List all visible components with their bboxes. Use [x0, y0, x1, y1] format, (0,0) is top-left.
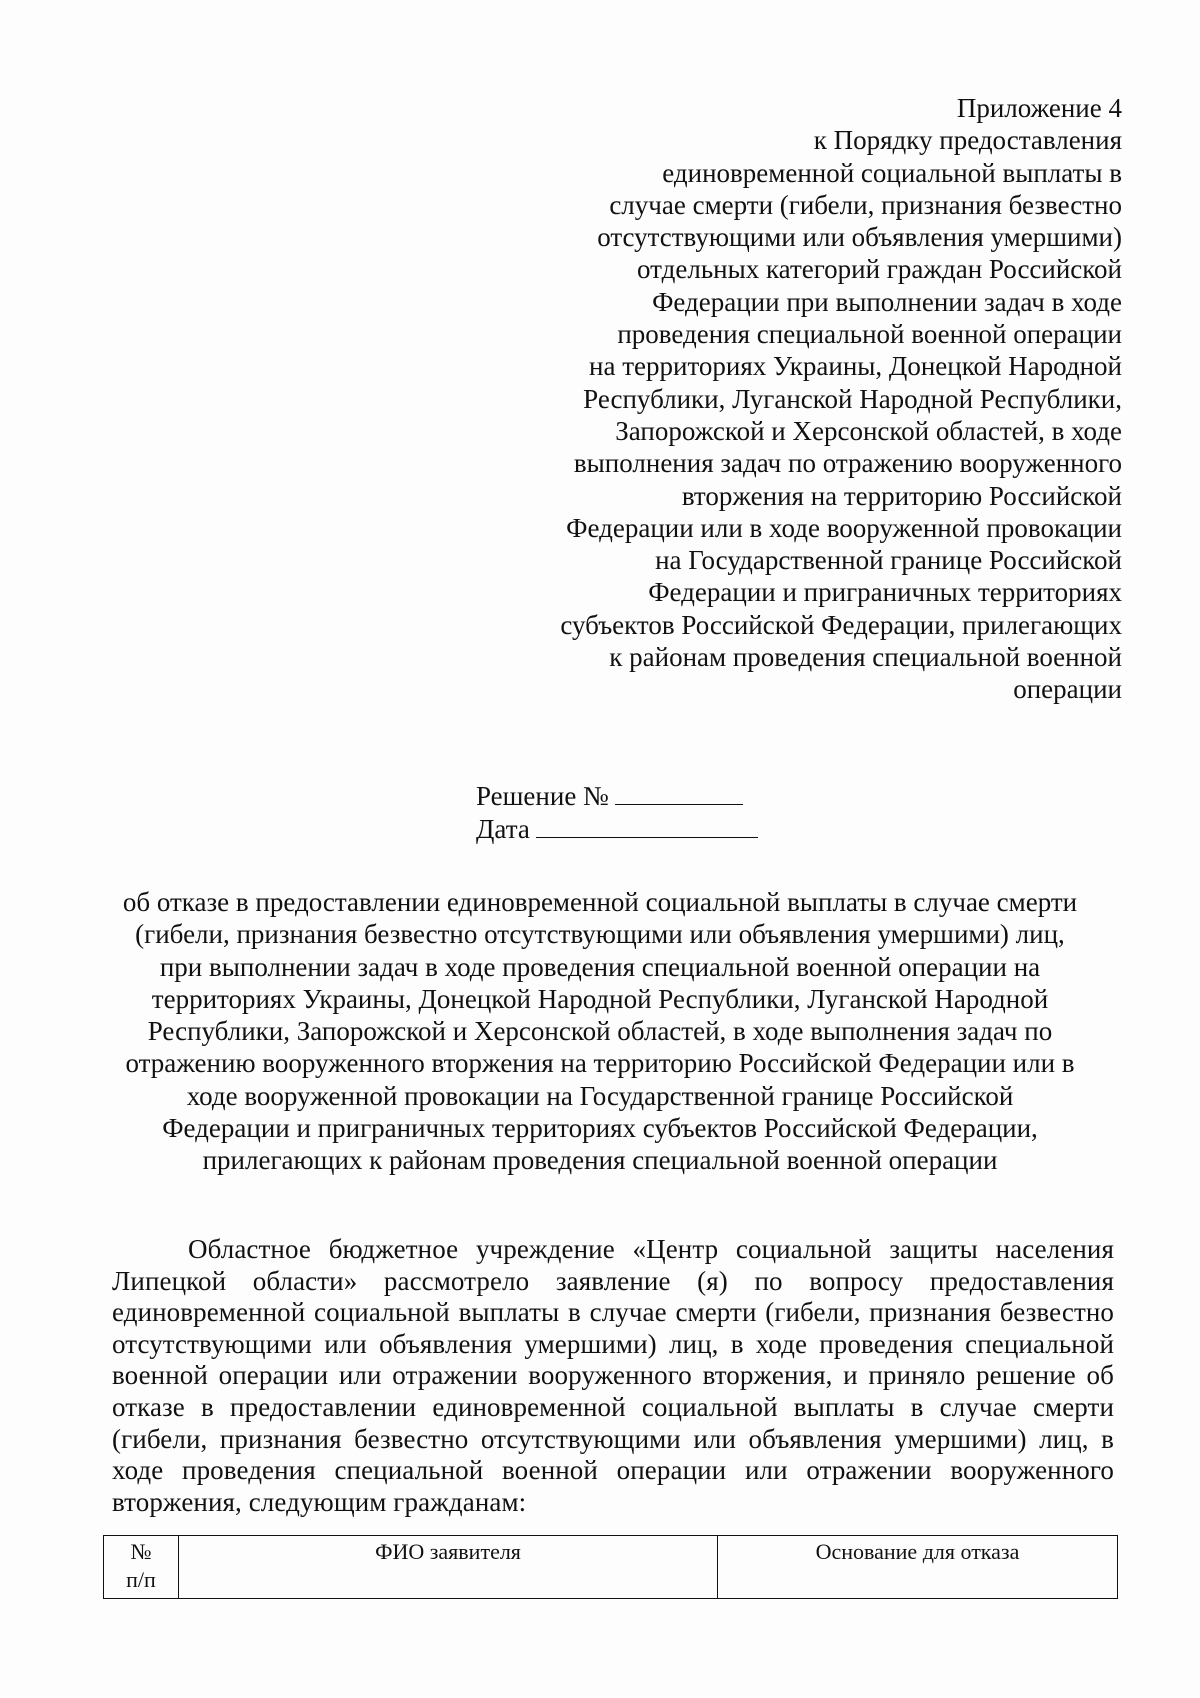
decision-number-label: Решение № [476, 781, 609, 811]
appendix-line: Федерации при выполнении задач в ходе [652, 286, 1122, 317]
subject-line: (гибели, признания безвестно отсутствующими или объявления умершими) лиц, [135, 919, 1065, 950]
subject-line: территориях Украины, Донецкой Народной Республики, Луганской Народной [151, 983, 1049, 1014]
subject-line: отражению вооруженного вторжения на территорию Российской Федерации или в [125, 1048, 1075, 1079]
appendix-header [482, 92, 1122, 706]
appendix-line: случае смерти (гибели, признания безвестно [609, 189, 1122, 220]
appendix-line: проведения специальной военной операции [617, 319, 1122, 350]
appendix-line: единовременной социальной выплаты в [662, 157, 1122, 188]
appendix-line: Федерации или в ходе вооруженной провокации [566, 512, 1122, 543]
decision-number-blank [615, 782, 743, 805]
appendix-line: Запорожской и Херсонской областей, в ходе [615, 415, 1122, 446]
body-paragraph: Областное бюджетное учреждение «Центр социальной защиты населения Липецкой области» рассмотрело заявление (я) по вопросу предоставления единовременной социальной выплаты в случае смерти (гибели, признания безвестно отсутствующими или объявления умершими) лиц, в ходе проведения специальной военной операции или отражении вооруженного вторжения, и приняло решение об отказе в предоставлении единовременной социальной выплаты в случае смерти (гибели, признания безвестно отсутствующими или объявления умершими) лиц, в ходе проведения специальной военной операции или отражении вооруженного вторжения, следующим гражданам: [112, 1234, 1114, 1517]
table-header-row [104, 1536, 1118, 1599]
subject-line: Федерации и приграничных территориях субъектов Российской Федерации, [162, 1113, 1038, 1144]
decision-number-row [476, 780, 758, 813]
appendix-line: Федерации и приграничных территориях [648, 577, 1122, 608]
decision-date-row [476, 813, 758, 846]
appendix-line: отсутствующими или объявления умершими) [597, 222, 1122, 253]
appendix-line: вторжения на территорию Российской [681, 480, 1122, 511]
subject-line: при выполнении задач в ходе проведения специальной военной операции на [159, 951, 1041, 982]
appendix-line: отдельных категорий граждан Российской [637, 254, 1122, 285]
appendix-line: на Государственной границе Российской [655, 545, 1122, 576]
decision-block [476, 780, 758, 846]
decision-subject [100, 886, 1100, 1177]
subject-line: об отказе в предоставлении единовременной социальной выплаты в случае смерти [122, 887, 1078, 917]
header-fio: ФИО заявителя [179, 1536, 718, 1599]
header-reason: Основание для отказа [718, 1536, 1118, 1599]
subject-line: прилегающих к районам проведения специальной военной операции [202, 1145, 998, 1176]
appendix-line: выполнения задач по отражению вооруженного [573, 448, 1122, 479]
appendix-line: Приложение 4 [956, 93, 1122, 123]
decision-date-blank [536, 815, 758, 838]
subject-line: Республики, Запорожской и Херсонской областей, в ходе выполнения задач по [147, 1016, 1053, 1047]
appendix-line: субъектов Российской Федерации, прилегающих [560, 609, 1122, 640]
decision-date-label: Дата [476, 814, 530, 844]
appendix-line: к районам проведения специальной военной [609, 642, 1122, 673]
appendix-line: операции [1013, 674, 1122, 705]
appendix-line: Республики, Луганской Народной Республики, [583, 383, 1122, 414]
appendix-line: на территориях Украины, Донецкой Народной [589, 351, 1122, 382]
header-num: № п/п [104, 1536, 179, 1599]
subject-line: ходе вооруженной провокации на Государственной границе Российской [186, 1080, 1014, 1111]
refusal-table [103, 1535, 1118, 1599]
appendix-line: к Порядку предоставления [813, 125, 1122, 156]
